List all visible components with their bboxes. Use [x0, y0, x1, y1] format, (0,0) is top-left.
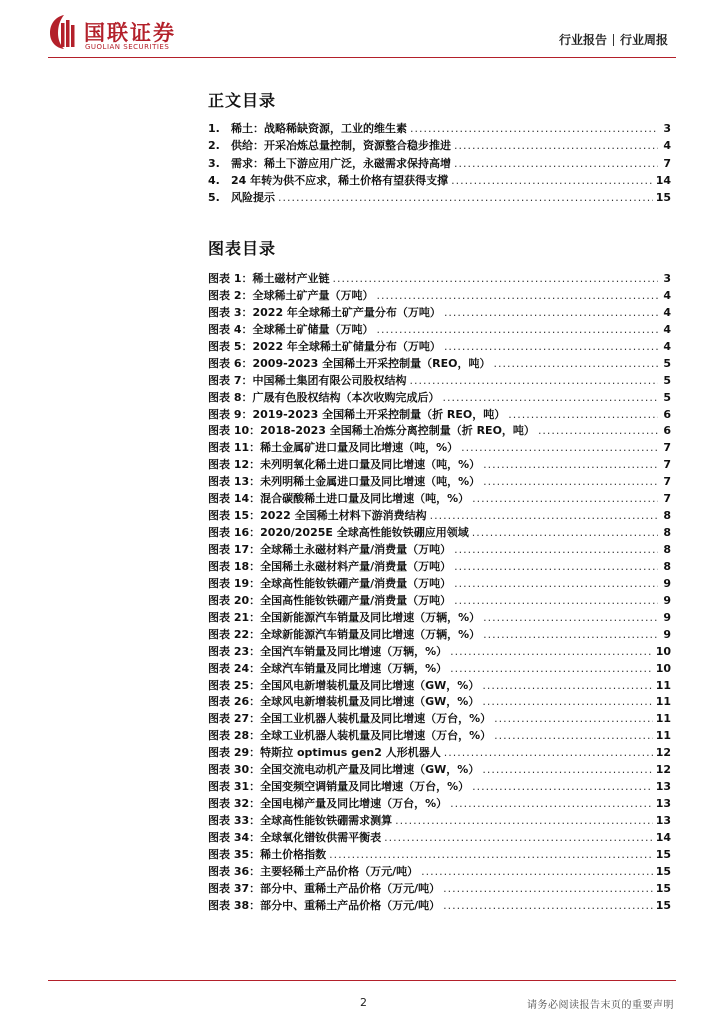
toc-entry[interactable] — [208, 761, 671, 778]
toc-entry-title: 图表 34：全球氧化镨钕供需平衡表 — [208, 830, 382, 844]
toc-entry[interactable] — [208, 422, 671, 439]
toc-entry-page: 5 — [663, 373, 671, 387]
toc-leader-dots — [395, 814, 653, 827]
toc-entry[interactable] — [208, 897, 671, 914]
toc-leader-dots — [430, 509, 658, 522]
toc-leader-dots — [483, 628, 658, 641]
toc-entry-title: 图表 35：稀土价格指数 — [208, 847, 327, 861]
toc-entry-page: 15 — [655, 191, 671, 205]
toc-leader-dots — [538, 424, 658, 437]
footer-divider — [48, 980, 676, 981]
page-number: 2 — [360, 996, 367, 1009]
toc-entry-page: 11 — [655, 729, 671, 743]
header-divider — [48, 57, 676, 58]
toc-leader-dots — [444, 340, 658, 353]
toc-entry[interactable] — [208, 677, 671, 694]
toc-entry-title: 图表 14：混合碳酸稀土进口量及同比增速（吨，%） — [208, 492, 470, 506]
toc-entry-page: 13 — [655, 814, 671, 827]
toc-entry-title: 图表 13：未列明稀土金属进口量及同比增速（吨，%） — [208, 475, 481, 489]
toc-entry-title: 图表 1：稀土磁材产业链 — [208, 272, 330, 285]
toc-leader-dots — [376, 323, 658, 336]
toc-entry-page: 15 — [655, 881, 671, 895]
toc-entry-title: 图表 22：全球新能源汽车销量及同比增速（万辆，%） — [208, 627, 481, 641]
toc-entry-page: 15 — [655, 847, 671, 861]
toc-entry[interactable] — [208, 575, 671, 592]
toc-leader-dots — [421, 865, 653, 878]
toc-entry[interactable] — [208, 355, 671, 372]
page-header — [0, 0, 724, 62]
toc-leader-dots — [278, 191, 653, 204]
footer-disclaimer: 请务必阅读报告末页的重要声明 — [527, 1000, 674, 1011]
toc-entry-page: 4 — [663, 322, 671, 336]
figure-toc-list — [208, 270, 671, 914]
body-toc-list — [208, 120, 671, 207]
toc-entry-title: 图表 30：全国交流电动机产量及同比增速（GW，%） — [208, 763, 480, 777]
toc-entry[interactable] — [208, 406, 671, 423]
toc-entry-page: 11 — [655, 695, 671, 709]
toc-leader-dots — [483, 475, 658, 488]
toc-entry-page: 8 — [663, 543, 671, 556]
toc-entry-title: 图表 18：全国稀土永磁材料产量/消费量（万吨） — [208, 559, 452, 573]
toc-entry-title: 图表 10：2018-2023 全国稀土冶炼分离控制量（折 REO，吨） — [208, 424, 535, 438]
toc-entry[interactable] — [208, 439, 671, 456]
toc-entry-page: 15 — [655, 864, 671, 878]
toc-entry-title: 图表 37：部分中、重稀土产品价格（万元/吨） — [208, 881, 441, 895]
toc-entry[interactable] — [208, 643, 671, 660]
toc-leader-dots — [454, 157, 658, 170]
toc-entry-title: 图表 17：全球稀土永磁材料产量/消费量（万吨） — [208, 543, 452, 556]
toc-entry[interactable] — [208, 172, 671, 189]
toc-entry[interactable] — [208, 727, 671, 744]
toc-leader-dots — [329, 848, 653, 861]
toc-leader-dots — [483, 458, 658, 471]
toc-entry[interactable] — [208, 710, 671, 727]
toc-entry[interactable] — [208, 693, 671, 710]
toc-entry-title: 图表 29：特斯拉 optimus gen2 人形机器人 — [208, 746, 441, 760]
toc-entry-page: 8 — [663, 559, 671, 573]
toc-entry-page: 9 — [663, 593, 671, 607]
toc-entry-title: 图表 31：全国变频空调销量及同比增速（万台，%） — [208, 780, 470, 794]
toc-entry-page: 13 — [655, 780, 671, 794]
toc-entry-title: 图表 36：主要轻稀土产品价格（万元/吨） — [208, 864, 419, 878]
toc-entry[interactable] — [208, 287, 671, 304]
toc-leader-dots — [483, 611, 658, 624]
toc-entry[interactable] — [208, 189, 671, 206]
toc-leader-dots — [508, 408, 658, 421]
toc-entry[interactable] — [208, 660, 671, 677]
toc-entry-title: 图表 21：全国新能源汽车销量及同比增速（万辆，%） — [208, 610, 481, 624]
toc-entry[interactable] — [208, 812, 671, 829]
toc-entry-number: 4. — [208, 174, 220, 188]
toc-entry[interactable] — [208, 456, 671, 473]
toc-entry[interactable] — [208, 626, 671, 643]
toc-entry-number: 5. — [208, 191, 220, 205]
toc-entry-title: 图表 6：2009-2023 全国稀土开采控制量（REO，吨） — [208, 356, 491, 370]
toc-entry-page: 7 — [663, 458, 671, 472]
toc-entry-page: 4 — [663, 288, 671, 302]
toc-leader-dots — [444, 306, 658, 319]
toc-leader-dots — [454, 543, 658, 556]
toc-entry-title: 24 年转为供不应求，稀土价格有望获得支撑 — [231, 174, 449, 188]
toc-entry-title: 图表 28：全球工业机器人装机量及同比增速（万台，%） — [208, 729, 492, 743]
toc-entry-page: 3 — [663, 122, 671, 135]
toc-entry[interactable] — [208, 829, 671, 846]
toc-entry[interactable] — [208, 524, 671, 541]
toc-entry-title: 图表 9：2019-2023 全国稀土开采控制量（折 REO，吨） — [208, 407, 506, 421]
doc-type-primary: 行业报告 — [558, 33, 607, 47]
toc-entry-title: 图表 7：中国稀土集团有限公司股权结构 — [208, 373, 407, 387]
toc-leader-dots — [450, 797, 653, 810]
toc-entry-page: 4 — [663, 339, 671, 353]
toc-leader-dots — [482, 679, 652, 692]
toc-entry[interactable] — [208, 744, 671, 761]
document-type — [559, 31, 668, 48]
toc-entry-page: 6 — [663, 407, 671, 421]
toc-entry[interactable] — [208, 338, 671, 355]
toc-entry[interactable] — [208, 270, 671, 287]
toc-entry-number: 3. — [208, 156, 220, 170]
toc-entry-title: 图表 4：全球稀土矿储量（万吨） — [208, 322, 374, 336]
toc-entry-page: 4 — [663, 139, 671, 153]
toc-entry-title: 风险提示 — [231, 191, 275, 205]
toc-entry-title: 图表 8：广晟有色股权结构（本次收购完成后） — [208, 390, 440, 404]
toc-leader-dots — [384, 831, 653, 844]
toc-entry-title: 图表 24：全球汽车销量及同比增速（万辆，%） — [208, 661, 448, 675]
toc-entry-page: 8 — [663, 509, 671, 523]
toc-leader-dots — [482, 695, 652, 708]
toc-leader-dots — [444, 746, 653, 759]
toc-entry-page: 9 — [663, 576, 671, 590]
toc-entry[interactable] — [208, 473, 671, 490]
toc-leader-dots — [482, 763, 652, 776]
toc-entry-number: 2. — [208, 139, 220, 153]
toc-entry[interactable] — [208, 304, 671, 321]
toc-entry[interactable] — [208, 609, 671, 626]
doc-type-separator — [613, 34, 614, 46]
toc-leader-dots — [443, 882, 653, 895]
toc-leader-dots — [454, 139, 658, 152]
toc-entry[interactable] — [208, 120, 671, 137]
toc-leader-dots — [472, 492, 658, 505]
toc-entry-number: 1. — [208, 122, 220, 135]
toc-leader-dots — [450, 645, 653, 658]
toc-leader-dots — [494, 712, 653, 725]
toc-entry[interactable] — [208, 778, 671, 795]
toc-entry[interactable] — [208, 155, 671, 172]
toc-entry-title: 图表 2：全球稀土矿产量（万吨） — [208, 288, 374, 302]
toc-entry-title: 图表 15：2022 全国稀土材料下游消费结构 — [208, 509, 427, 523]
toc-leader-dots — [454, 594, 658, 607]
toc-entry[interactable] — [208, 490, 671, 507]
toc-entry[interactable] — [208, 372, 671, 389]
toc-leader-dots — [454, 577, 658, 590]
toc-entry-page: 13 — [655, 797, 671, 811]
toc-entry-page: 14 — [655, 830, 671, 844]
toc-entry-title: 图表 26：全球风电新增装机量及同比增速（GW，%） — [208, 695, 480, 709]
toc-leader-dots — [410, 122, 658, 135]
logo-chinese-name: 国联证券 — [84, 21, 176, 45]
logo-mark-icon — [48, 14, 80, 50]
toc-leader-dots — [450, 662, 653, 675]
toc-entry-page: 7 — [663, 441, 671, 455]
toc-leader-dots — [494, 729, 653, 742]
toc-entry-title: 图表 3：2022 年全球稀土矿产量分布（万吨） — [208, 305, 441, 319]
toc-entry-title: 图表 25：全国风电新增装机量及同比增速（GW，%） — [208, 678, 480, 692]
toc-entry-title: 图表 27：全国工业机器人装机量及同比增速（万台，%） — [208, 712, 492, 726]
toc-entry-page: 10 — [655, 644, 671, 658]
toc-entry-page: 5 — [663, 390, 671, 404]
toc-entry-page: 4 — [663, 305, 671, 319]
toc-leader-dots — [443, 899, 653, 912]
toc-entry[interactable] — [208, 863, 671, 880]
logo-english-name: GUOLIAN SECURITIES — [85, 43, 170, 51]
toc-leader-dots — [454, 560, 658, 573]
toc-entry-title: 供给：开采冶炼总量控制，资源整合稳步推进 — [231, 139, 451, 153]
toc-leader-dots — [376, 289, 658, 302]
toc-entry-title: 图表 33：全球高性能钕铁硼需求测算 — [208, 814, 393, 827]
toc-leader-dots — [461, 441, 658, 454]
toc-entry-title: 图表 16：2020/2025E 全球高性能钕铁硼应用领域 — [208, 526, 469, 540]
toc-entry-title: 图表 19：全球高性能钕铁硼产量/消费量（万吨） — [208, 576, 452, 590]
toc-entry-page: 9 — [663, 610, 671, 624]
toc-entry-title: 需求：稀土下游应用广泛，永磁需求保持高增 — [231, 156, 451, 170]
toc-leader-dots — [472, 526, 658, 539]
toc-entry-title: 图表 23：全国汽车销量及同比增速（万辆，%） — [208, 644, 448, 658]
toc-entry-page: 11 — [655, 712, 671, 726]
toc-entry-page: 5 — [663, 356, 671, 370]
toc-entry-page: 7 — [663, 492, 671, 506]
toc-leader-dots — [451, 174, 653, 187]
toc-entry[interactable] — [208, 507, 671, 524]
toc-leader-dots — [493, 357, 658, 370]
toc-entry-page: 10 — [655, 661, 671, 675]
company-logo — [48, 14, 188, 54]
toc-entry-page: 12 — [655, 763, 671, 777]
toc-entry-page: 7 — [663, 156, 671, 170]
toc-entry[interactable] — [208, 880, 671, 897]
body-toc-title: 正文目录 — [208, 91, 277, 110]
toc-entry-title: 图表 12：未列明氧化稀土进口量及同比增速（吨，%） — [208, 458, 481, 472]
toc-entry-page: 6 — [663, 424, 671, 438]
toc-leader-dots — [409, 374, 658, 387]
toc-leader-dots — [442, 391, 658, 404]
toc-entry[interactable] — [208, 321, 671, 338]
toc-entry-page: 11 — [655, 678, 671, 692]
toc-leader-dots — [332, 272, 658, 285]
toc-entry-title: 图表 38：部分中、重稀土产品价格（万元/吨） — [208, 898, 441, 912]
toc-entry[interactable] — [208, 592, 671, 609]
toc-entry-title: 图表 20：全国高性能钕铁硼产量/消费量（万吨） — [208, 593, 452, 607]
toc-entry-title: 图表 5：2022 年全球稀土矿储量分布（万吨） — [208, 339, 441, 353]
toc-entry-page: 7 — [663, 475, 671, 489]
toc-entry-page: 15 — [655, 898, 671, 912]
toc-entry-page: 3 — [663, 272, 671, 285]
figure-toc-title: 图表目录 — [208, 239, 277, 258]
toc-leader-dots — [472, 780, 653, 793]
toc-entry-page: 8 — [663, 526, 671, 540]
toc-entry-title: 图表 32：全国电梯产量及同比增速（万台，%） — [208, 797, 448, 811]
toc-entry-page: 9 — [663, 627, 671, 641]
toc-entry[interactable] — [208, 541, 671, 558]
toc-entry-page: 12 — [655, 746, 671, 760]
toc-entry[interactable] — [208, 558, 671, 575]
toc-entry[interactable] — [208, 795, 671, 812]
toc-entry[interactable] — [208, 846, 671, 863]
toc-entry-title: 稀土：战略稀缺资源，工业的维生素 — [231, 122, 407, 135]
doc-type-secondary: 行业周报 — [619, 33, 668, 47]
toc-entry[interactable] — [208, 137, 671, 154]
toc-entry-page: 14 — [655, 174, 671, 188]
toc-entry-title: 图表 11：稀土金属矿进口量及同比增速（吨，%） — [208, 441, 459, 455]
toc-entry[interactable] — [208, 389, 671, 406]
